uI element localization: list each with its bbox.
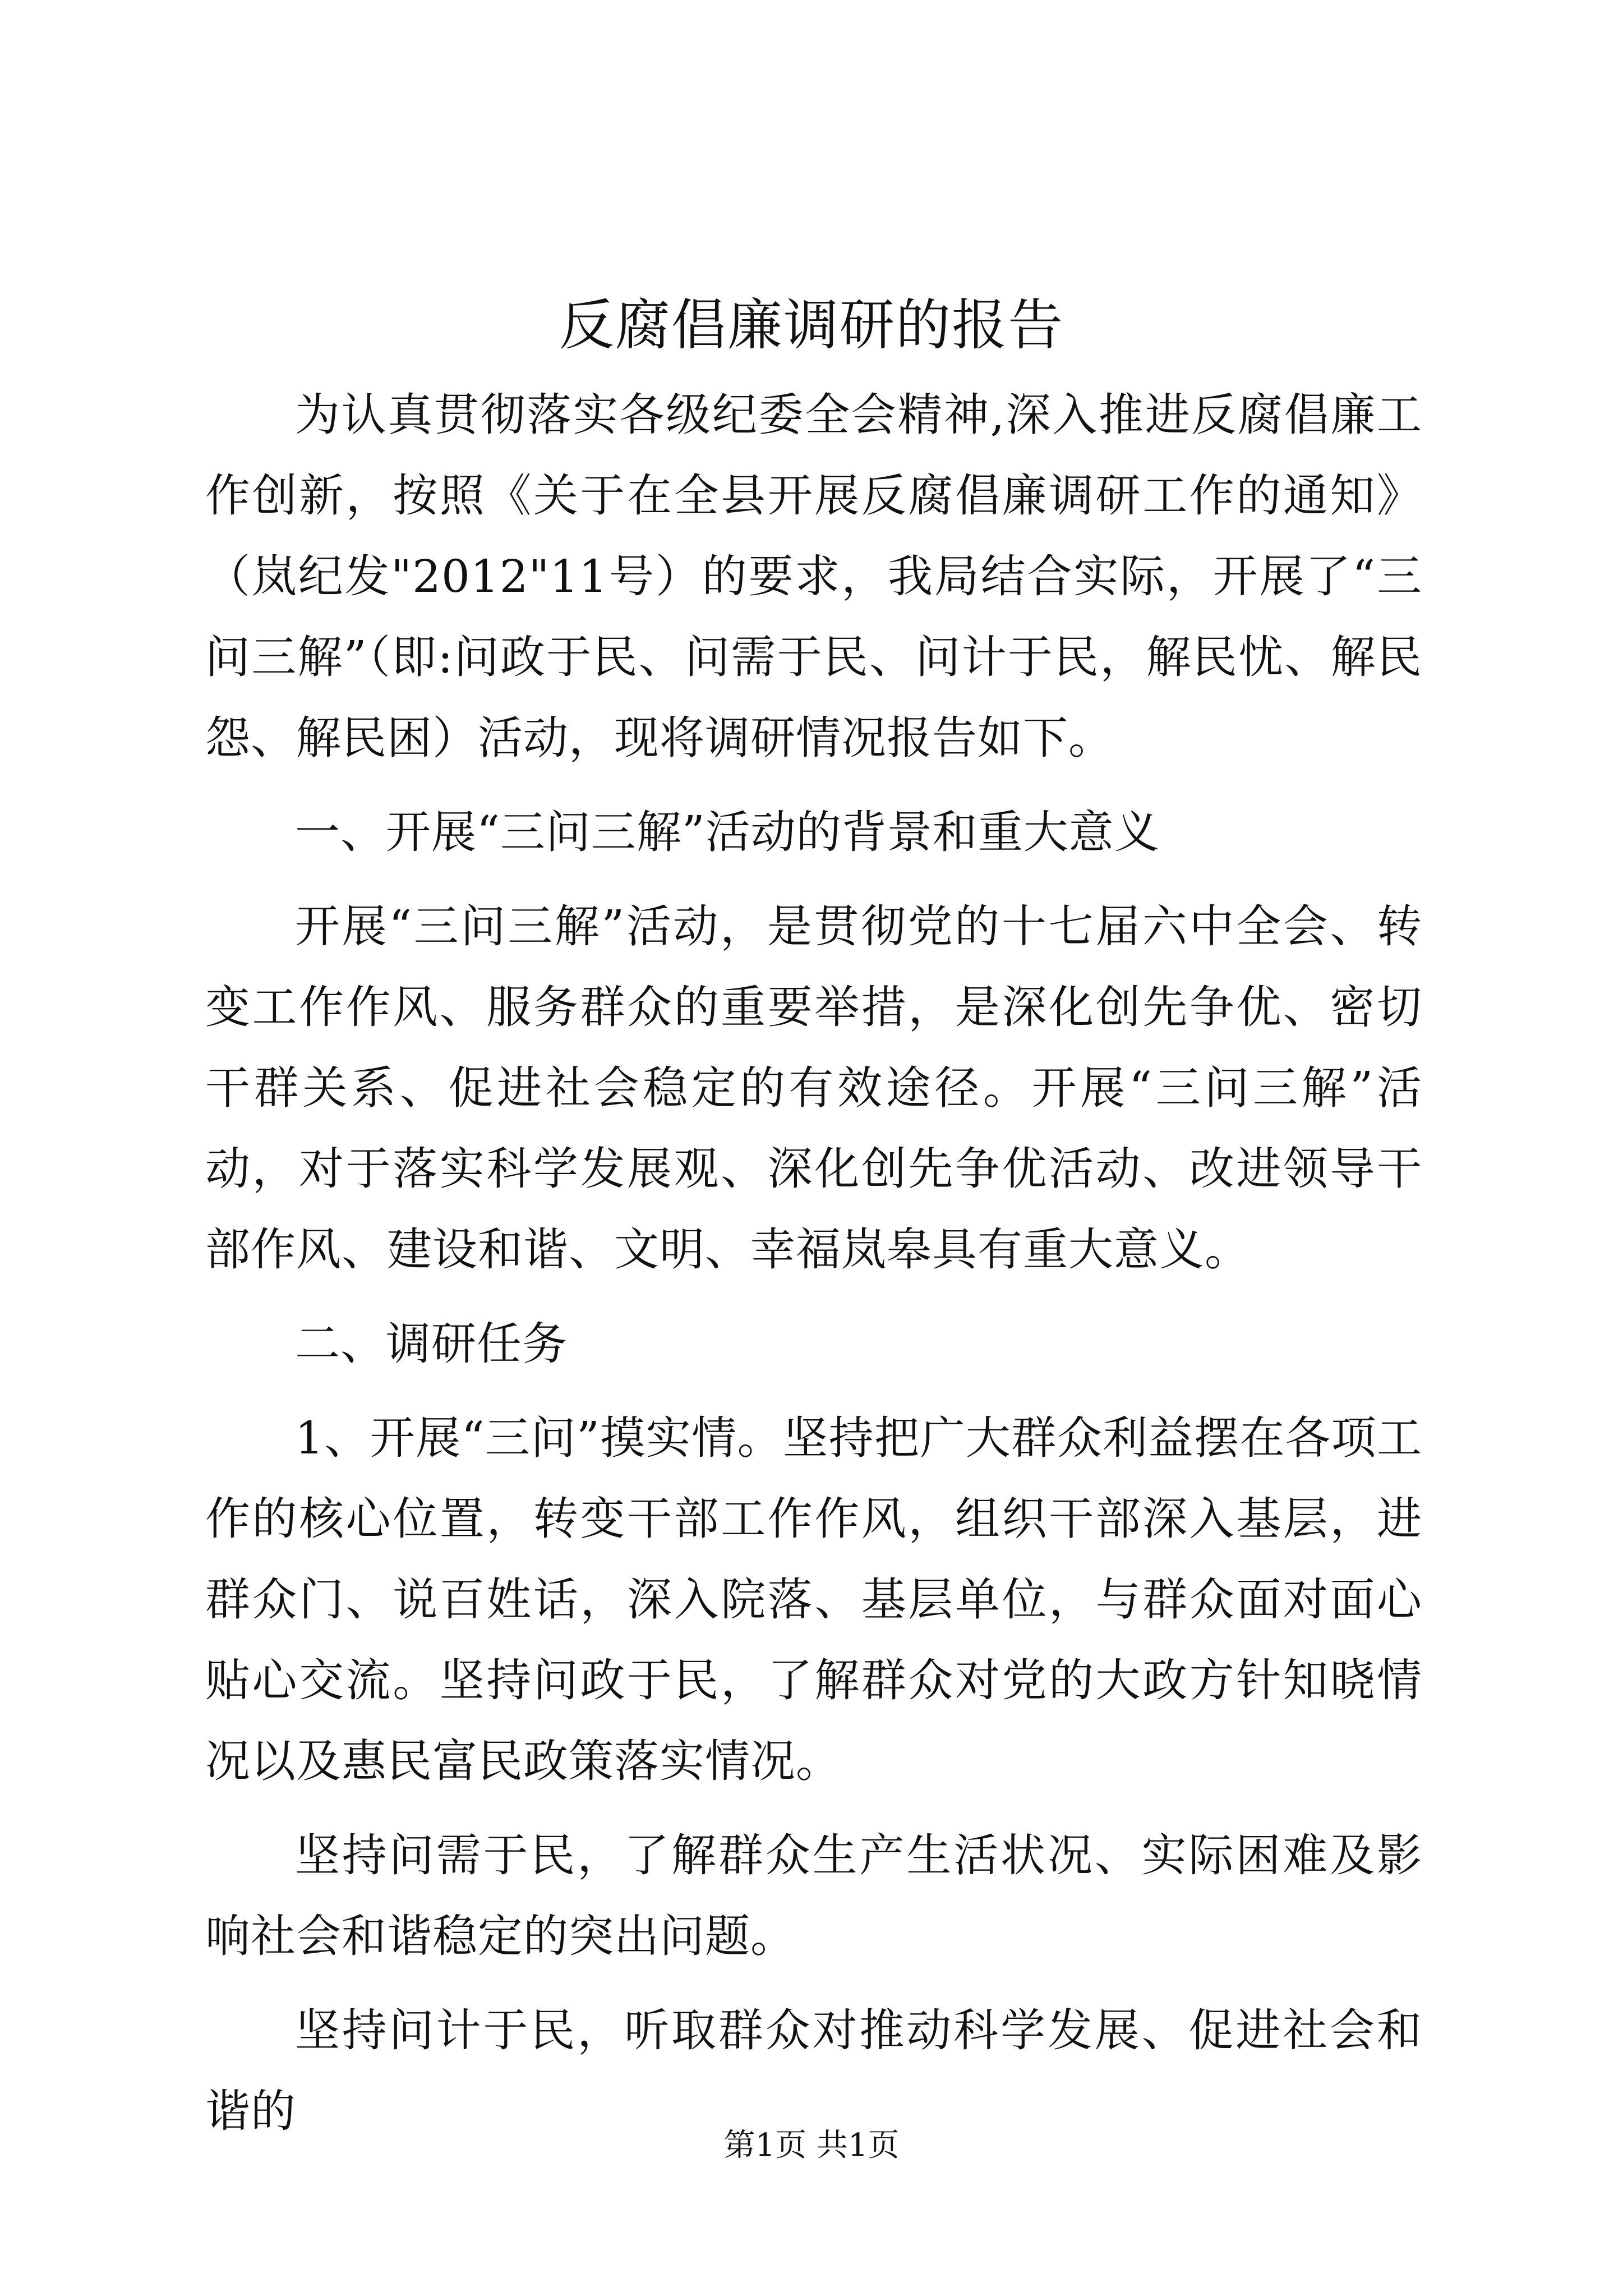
- paragraph-background: 开展“三问三解”活动，是贯彻党的十七届六中全会、转变工作作风、服务群众的重要举措，是深化创先争优、密切干群关系、促进社会稳定的有效途径。开展“三问三解”活动，对于落实科学发展观、深化创先争优活动、改进领导干部作风、建设和谐、文明、幸福岚皋具有重大意义。: [205, 900, 1422, 1276]
- paragraph-ask-needs: 坚持问需于民，了解群众生产生活状况、实际困难及影响社会和谐稳定的突出问题。: [205, 1829, 1422, 1962]
- paragraph-intro: 为认真贯彻落实各级纪委全会精神,深入推进反腐倡廉工作创新，按照《关于在全县开展反腐倡廉调研工作的通知》（岚纪发"2012"11号）的要求，我局结合实际，开展了“三问三解”（即:问政于民、问需于民、问计于民，解民忧、解民怨、解民困）活动，现将调研情况报告如下。: [205, 389, 1422, 764]
- document-body: [205, 375, 1422, 2152]
- section-heading-background: 一、开展“三问三解”活动的背景和重大意义: [295, 806, 1160, 858]
- document-title: 反腐倡廉调研的报告: [559, 293, 1064, 357]
- paragraph-task-1: 1、开展“三问”摸实情。坚持把广大群众利益摆在各项工作的核心位置，转变干部工作作风，组织干部深入基层，进群众门、说百姓话，深入院落、基层单位，与群众面对面心贴心交流。坚持问政于民，了解群众对党的大政方针知晓情况以及惠民富民政策落实情况。: [205, 1412, 1422, 1787]
- page-number-footer: 第1页 共1页: [723, 2127, 900, 2164]
- section-heading-tasks: 二、调研任务: [295, 1318, 568, 1370]
- paragraph-ask-advice: 坚持问计于民，听取群众对推动科学发展、促进社会和谐的: [205, 2004, 1422, 2137]
